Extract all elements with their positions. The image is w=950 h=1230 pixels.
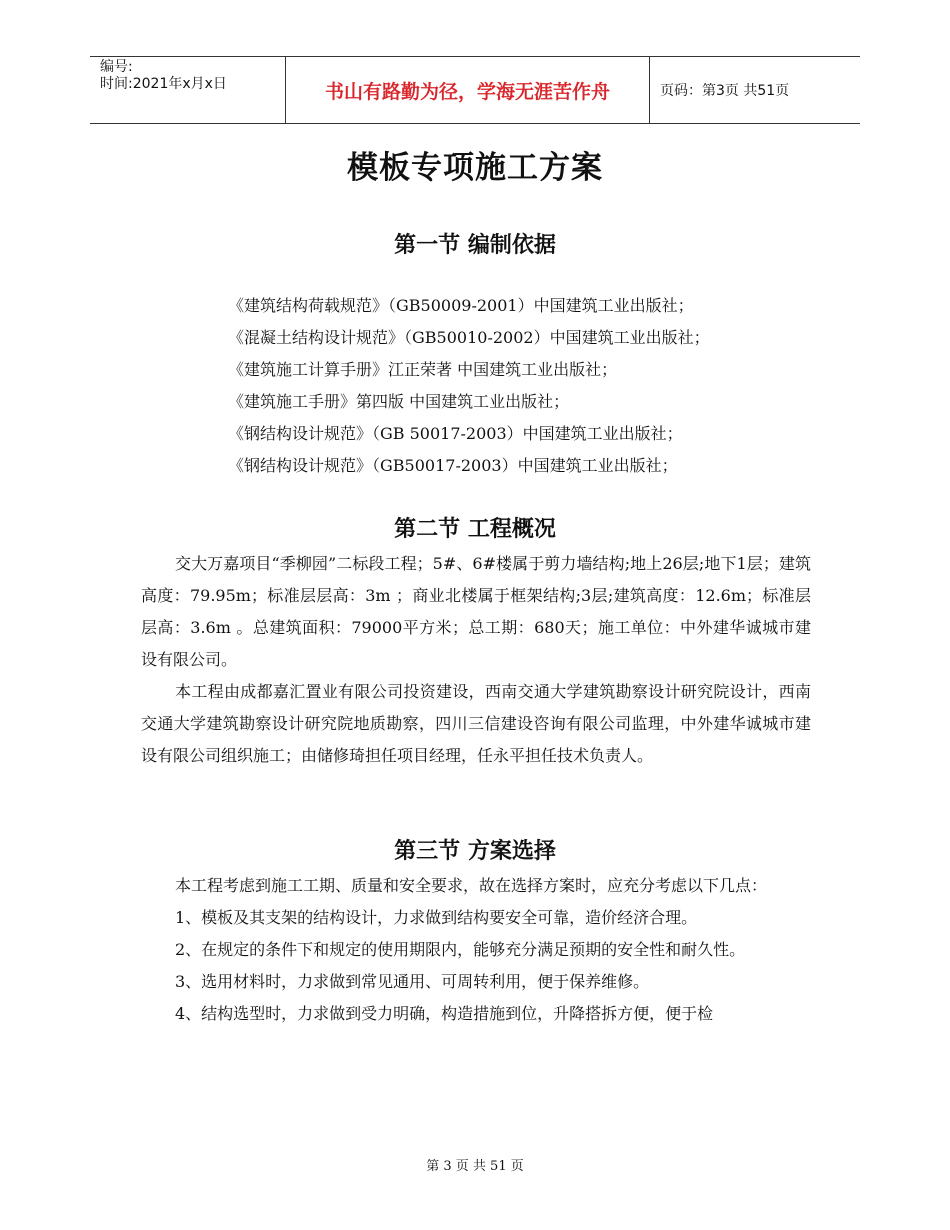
page-footer: 第 3 页 共 51 页 [426, 1159, 524, 1174]
section1-heading: 第一节 编制依据 [394, 233, 556, 258]
project-overview [141, 548, 811, 772]
header-time-label: 时间:2021年x月x日 [100, 76, 227, 92]
header-number-label: 编号: [100, 59, 133, 75]
section3-heading: 第三节 方案选择 [394, 839, 556, 864]
scheme-selection [141, 870, 811, 1030]
section2-heading: 第二节 工程概况 [394, 517, 556, 542]
reference-item: 《建筑施工计算手册》江正荣著 中国建筑工业出版社； [228, 360, 618, 379]
reference-item: 《建筑施工手册》第四版 中国建筑工业出版社； [228, 392, 570, 411]
header-page-info: 页码：第3页 共51页 [660, 83, 790, 99]
scheme-item: 3、选用材料时，力求做到常见通用、可周转利用，便于保养维修。 [175, 972, 650, 991]
overview-paragraph: 交大万嘉项目“季柳园”二标段工程；5#、6#楼属于剪力墙结构;地上26层;地下1层；建筑高度：79.95m；标准层层高：3m ；商业北楼属于框架结构;3层;建筑高度：12.6m；标准层层高：3.6m 。总建筑面积：79000平方米；总工期：680天；施工单位：中外建华诚城市建设有限公司。 [141, 554, 811, 669]
scheme-intro: 本工程考虑到施工工期、质量和安全要求，故在选择方案时，应充分考虑以下几点： [175, 876, 768, 895]
document-title: 模板专项施工方案 [347, 150, 603, 186]
header-motto: 书山有路勤为径，学海无涯苦作舟 [286, 57, 650, 123]
overview-paragraph: 本工程由成都嘉汇置业有限公司投资建设，西南交通大学建筑勘察设计研究院设计，西南交通大学建筑勘察设计研究院地质勘察，四川三信建设咨询有限公司监理，中外建华诚城市建设有限公司组织施工；由储修琦担任项目经理，任永平担任技术负责人。 [141, 682, 811, 765]
scheme-item: 1、模板及其支架的结构设计，力求做到结构要安全可靠，造价经济合理。 [175, 908, 698, 927]
reference-item: 《钢结构设计规范》（GB 50017-2003）中国建筑工业出版社； [228, 424, 683, 443]
reference-item: 《建筑结构荷载规范》（GB50009-2001）中国建筑工业出版社； [228, 296, 694, 315]
reference-item: 《混凝土结构设计规范》（GB50010-2002）中国建筑工业出版社； [228, 328, 710, 347]
header-meta [90, 57, 286, 123]
reference-list [228, 290, 710, 482]
scheme-item: 2、在规定的条件下和规定的使用期限内，能够充分满足预期的安全性和耐久性。 [175, 940, 746, 959]
reference-item: 《钢结构设计规范》（GB50017-2003）中国建筑工业出版社； [228, 456, 678, 475]
page-header [90, 56, 860, 124]
scheme-item: 4、结构选型时，力求做到受力明确，构造措施到位，升降搭拆方便，便于检 [175, 1004, 714, 1023]
